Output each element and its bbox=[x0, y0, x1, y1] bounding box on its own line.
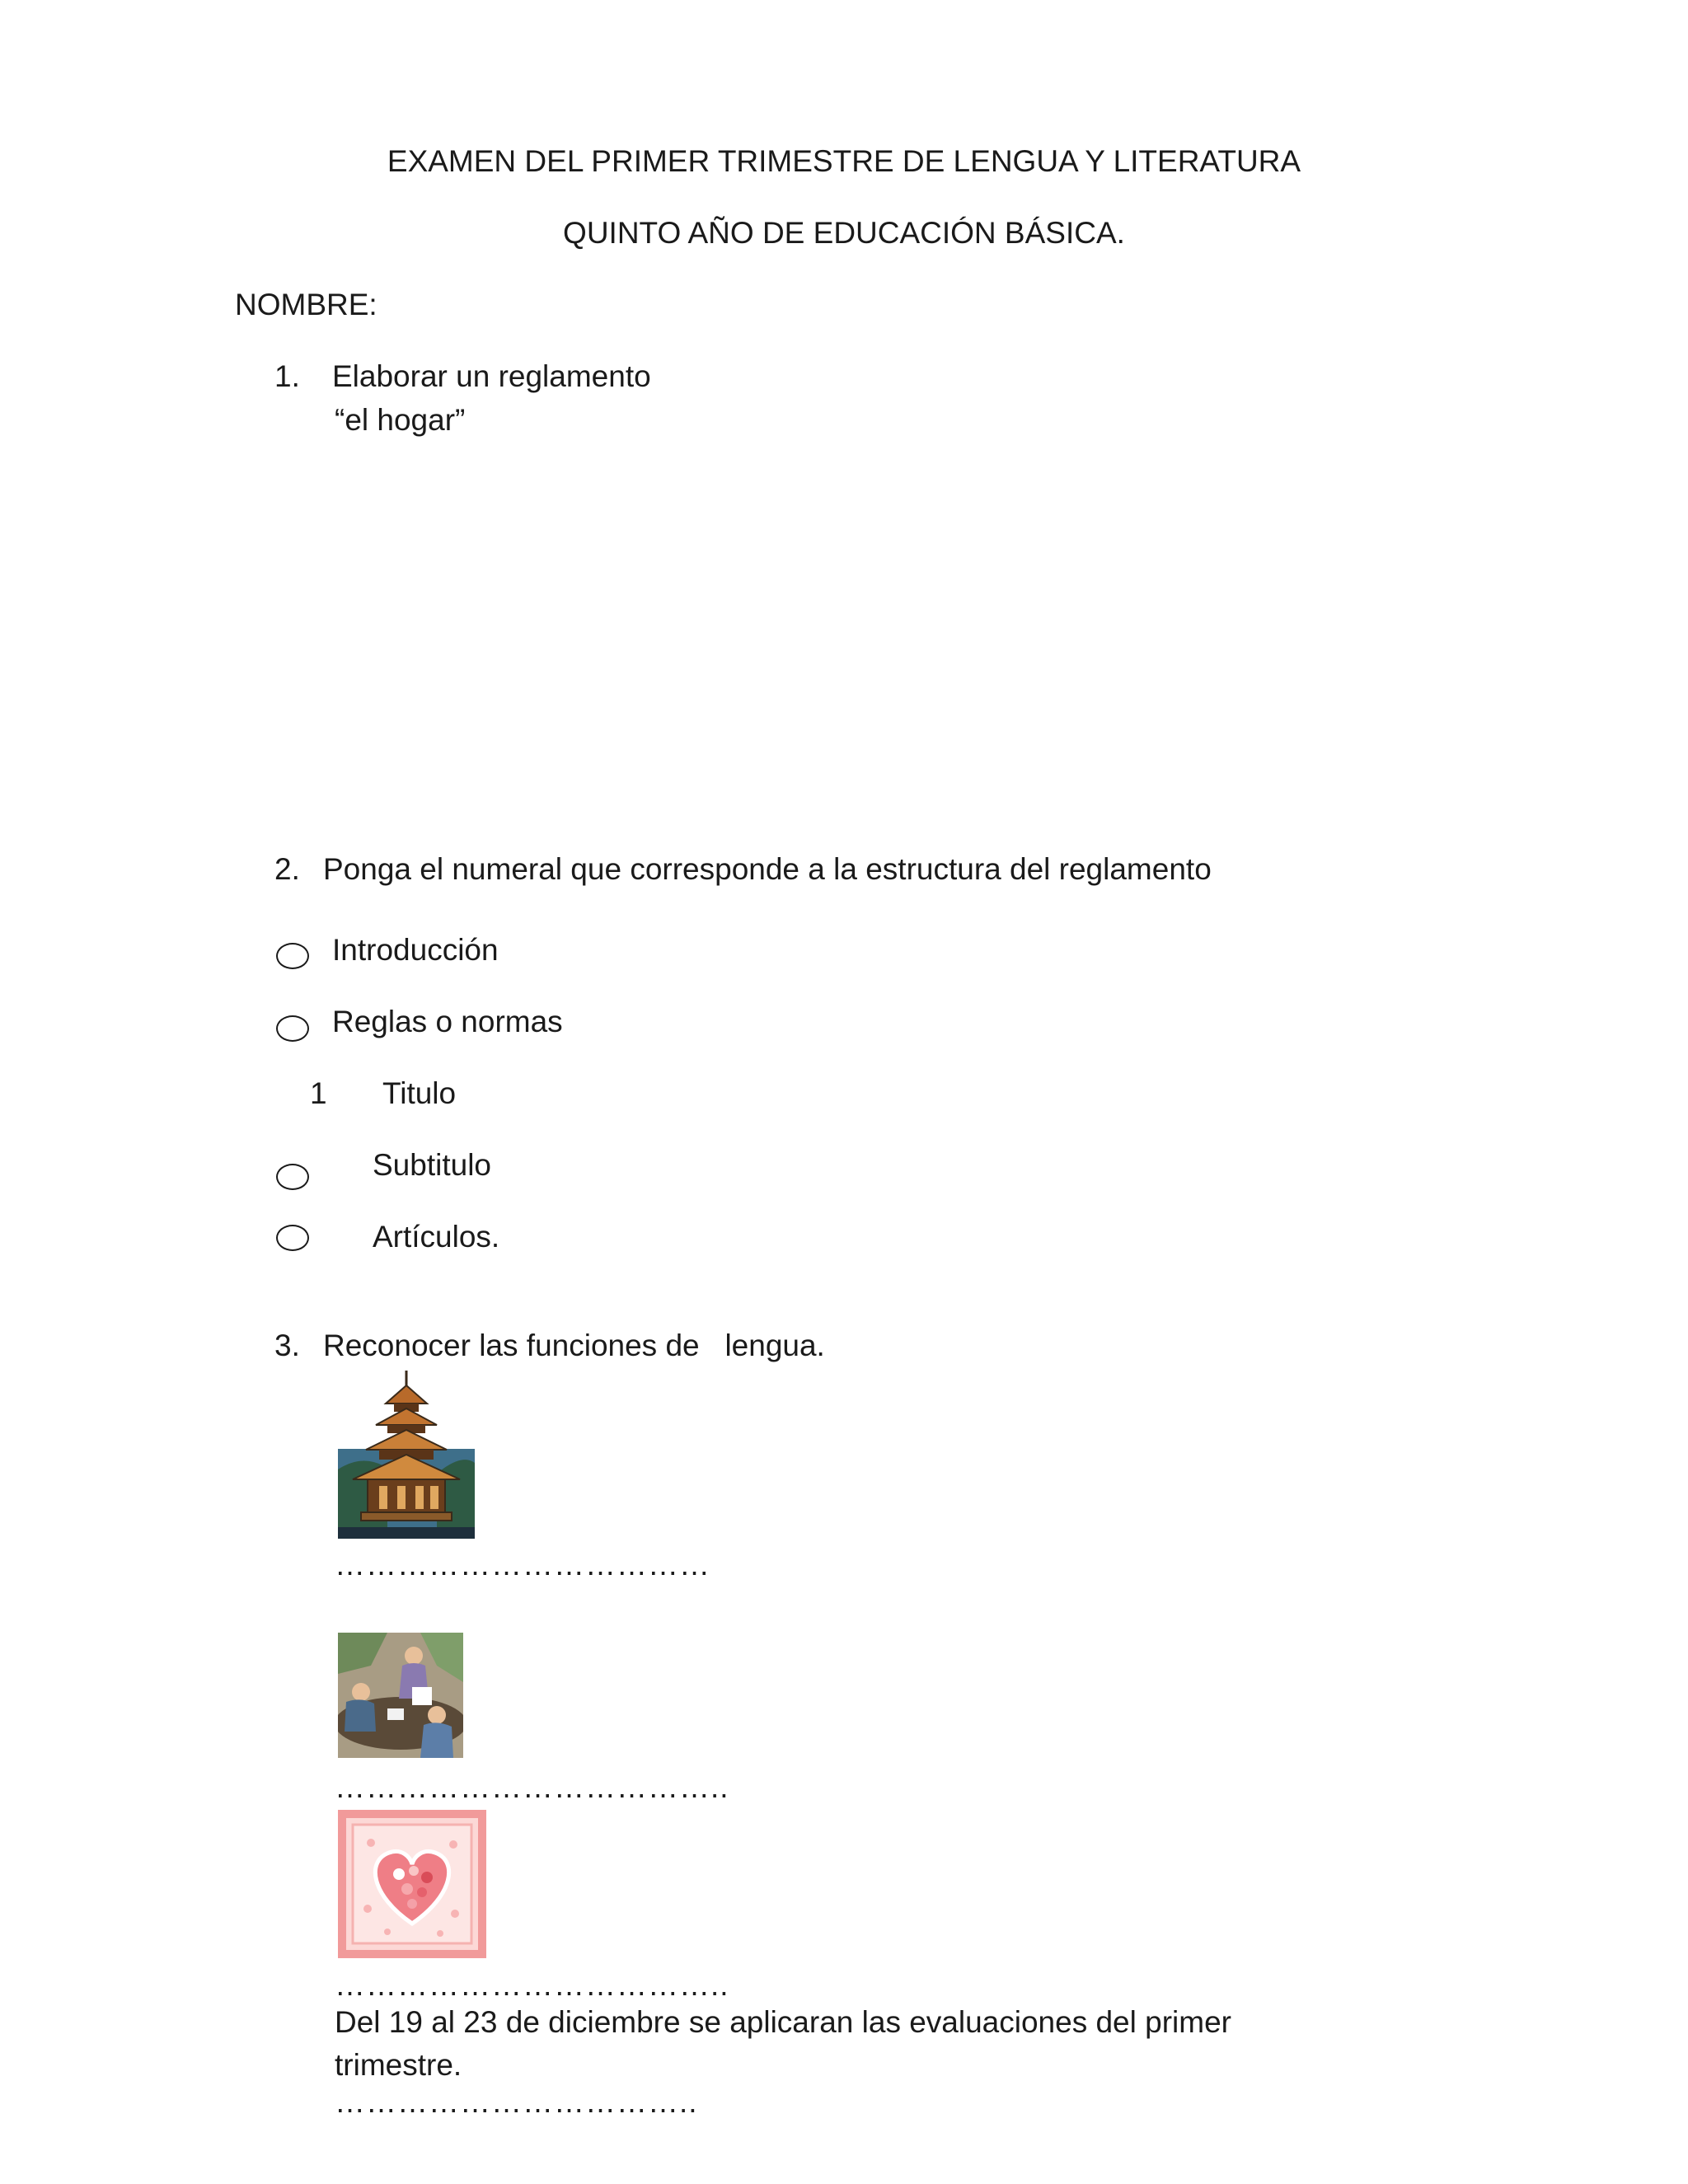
name-label: NOMBRE: bbox=[235, 288, 377, 321]
question-1-text: Elaborar un reglamento bbox=[332, 359, 651, 393]
exam-title: EXAMEN DEL PRIMER TRIMESTRE DE LENGUA Y LITERATURA bbox=[387, 144, 1301, 178]
answer-circle-articulos[interactable] bbox=[276, 1225, 309, 1251]
heart-card-image bbox=[338, 1810, 486, 1958]
exam-subtitle: QUINTO AÑO DE EDUCACIÓN BÁSICA. bbox=[563, 216, 1125, 250]
answer-circle-introduccion[interactable] bbox=[276, 943, 309, 969]
question-3-text: Reconocer las funciones de lengua. bbox=[323, 1329, 825, 1362]
answer-number-titulo: 1 bbox=[310, 1076, 327, 1110]
answer-blank-4[interactable]: …………………………….. bbox=[335, 2085, 698, 2119]
answer-statement-line1: Del 19 al 23 de diciembre se aplicaran las evaluaciones del primer bbox=[335, 2005, 1231, 2039]
answer-blank-1[interactable]: ……………………………… bbox=[335, 1548, 710, 1582]
question-1-subtext: “el hogar” bbox=[335, 403, 466, 437]
answer-blank-2[interactable]: ……………………………….. bbox=[335, 1770, 729, 1804]
question-1-number: 1. bbox=[274, 359, 300, 393]
pagoda-image bbox=[338, 1371, 475, 1539]
option-titulo: Titulo bbox=[382, 1076, 457, 1110]
answer-blank-3[interactable]: ……………………………….. bbox=[335, 1968, 729, 2002]
question-2-text: Ponga el numeral que corresponde a la estructura del reglamento bbox=[323, 852, 1212, 886]
option-subtitulo: Subtitulo bbox=[373, 1148, 491, 1182]
question-2-number: 2. bbox=[274, 852, 300, 886]
option-articulos: Artículos. bbox=[373, 1220, 500, 1254]
option-introduccion: Introducción bbox=[332, 933, 499, 967]
option-reglas: Reglas o normas bbox=[332, 1005, 563, 1038]
answer-circle-subtitulo[interactable] bbox=[276, 1164, 309, 1190]
answer-circle-reglas[interactable] bbox=[276, 1015, 309, 1042]
answer-statement-line2: trimestre. bbox=[335, 2048, 462, 2082]
office-meeting-image bbox=[338, 1633, 463, 1758]
question-3-number: 3. bbox=[274, 1329, 300, 1362]
